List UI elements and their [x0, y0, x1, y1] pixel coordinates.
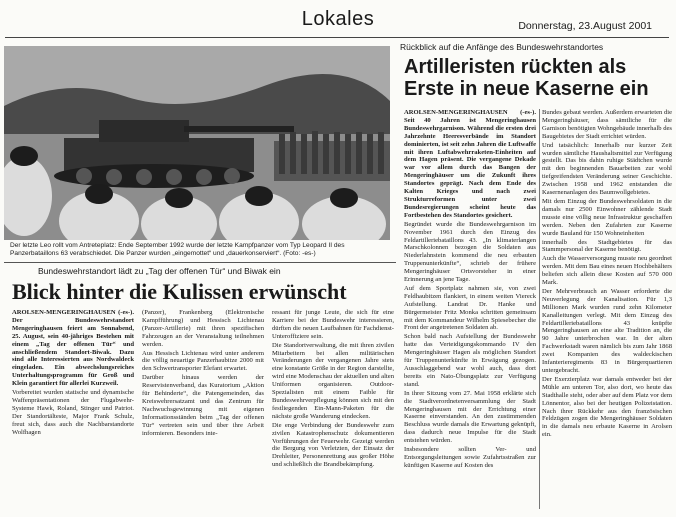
article-paragraph: Die Standortverwaltung, die mit ihren zivilen Mitarbeitern bei allen militärischen Veränderungen der vergangenen Jahre stets eine konstante Größe in der Region darstellte, wird eine Modenschau der aktuellen und alten Uniformen organisieren. Outdoor-Spezialisten mit einem Faible für Bundeswehrverpflegung können sich mit den festliegenden Ein-Mann-Paketen für die nächste große Wanderung eindecken.: [272, 341, 394, 420]
article-paragraph: Der Exerzierplatz war damals entweder bei der Mühle am unteren Tor, also dort, wo heute das Stadthalle steht, oder aber auf dem Platz vor dem Lönnentor, also bei der heutigen Polizeistation. Nach ihrer Rückkehr aus den französischen Feldzügen zogen die Mengeringhäuser Soldaten in die damals neu erbaute Kaserne in Arolsen ein.: [542, 375, 672, 439]
article-left-column-2: [142, 309, 264, 511]
article-paragraph: Und tatsächlich: Innerhalb nur kurzer Zeit wurden sämtliche Haushaltsmittel zur Verfügung gestellt. Das bis dahin ruhige Städtchen wurde mit den beginnenden Bauarbeiten zur wohl tiefgreifendsten Veränderung seiner Geschichte. Zwischen 1958 und 1962 entstanden die Kasernenanlagen des Baumwollgebietes.: [542, 141, 672, 197]
article-paragraph: ressant für junge Leute, die sich für eine Karriere bei der Bundeswehr interessieren, dürften die neuen Laufbahnen für Fachdienst-Unteroffiziere sein.: [272, 309, 394, 340]
article-right-kicker: Rückblick auf die Anfänge des Bundeswehrstandortes: [400, 42, 604, 52]
article-right-headline: [404, 56, 649, 100]
article-paragraph: Aus Hessisch Lichtenau wird unter anderem die völlig neuartige Panzerhaubitze 2000 mit den Schwertransporter Elefant erwartet.: [142, 349, 264, 373]
article-left-column-3: [272, 309, 394, 511]
article-paragraph: Schon bald nach Aufstellung der Bundeswehr hatte das Verteidigungskommando IV den Mengeringhäuser Hagen als möglichen Standort für Truppenunterkünfte in Erwägung gezogen. Ausschlaggebend war wohl auch, dass dort bereits ein Nato-Übungsplatz zur Verfügung stand.: [404, 333, 536, 388]
article-paragraph: Auf dem Sportplatz nahmen sie, von zwei Feldhaubitzen flankiert, in einem weiten Viereck Aufstellung. Landrat Dr. Hanke und Bürgermeister Fritz Monka schritten gemeinsam mit dem Kommandeur Wilhelm Spiesebecher die Front der angetretenen Soldaten ab.: [404, 284, 536, 332]
article-paragraph: Bundes gebaut werden. Außerdem erwarteten die Mengeringhäuser, dass sämtliche für die Garnison benötigten Wohngebäude innerhalb des Baugebietes der Stadt errichtet würden.: [542, 109, 672, 140]
section-title: Lokales: [301, 8, 375, 30]
article-left-column-1: [12, 309, 134, 511]
article-right-headline-line-1: Artilleristen rückten als: [404, 56, 627, 78]
column-rule: [539, 109, 540, 509]
article-paragraph: Vorbereitet wurden statische und dynamische Waffenpräsentationen der Flugabwehr-Systeme Hawk, Roland, Stinger und Patriot. Der Standortälteste, Major Frank Schulz, freut sich, dass auch die Nachbarstandorte Wolfhagen: [12, 389, 134, 436]
issue-date: Donnerstag, 23.August 2001: [518, 20, 652, 32]
article-right-column-2: [542, 109, 672, 511]
article-paragraph: Mit dem Einzug der Bundeswehrsoldaten in die damals nur 2500 Einwohner zählende Stadt musste eine völlig neue Infrastruktur geschaffen werden. Neben den Zufahrten zur Kaserne wurde Bauland für 150 Wohneinheiten: [542, 197, 672, 237]
article-paragraph: AROLSEN-MENGERINGHAUSEN (-es-). Der Bundeswehrstandort Mengeringhausen feiert am Sonnabend, 25. August, sein 40-jähriges Bestehen mit einem „Tag der offenen Tür“ und anschließendem Standort-Biwak. Dazu sind alle Interessierten aus Nordwaldeck eingeladen. Ein abwechslungsreiches Unterhaltungsprogramm für Groß und Klein garantiert für allerlei Kurzweil.: [12, 309, 134, 388]
photo-tank-illustration: [4, 46, 390, 240]
article-right-headline-line-2: Erste in neue Kaserne ein: [404, 78, 649, 100]
photo-credit: (Foto: -es-): [283, 250, 316, 257]
article-left-headline: Blick hinter die Kulissen erwünscht: [12, 279, 347, 304]
article-paragraph: (Panzer), Frankenberg (Elektronische Kampfführung) und Hessisch Lichtenau (Panzer-Artillerie) mit ihren spezifischen Fahrzeugen an der Veranstaltung teilnehmen werden.: [142, 309, 264, 348]
article-paragraph: Auch die Wasserversorgung musste neu geordnet werden. Mit dem Bau eines neuen Hochbehälters beliefen sich allein diese Kosten auf 570 000 Mark.: [542, 255, 672, 287]
photo-tank-parade: [4, 46, 390, 240]
photo-caption-text: Der letzte Leo rollt vom Antreteplatz: Ende September 1992 wurde der letzte Kampfpanzer vom Typ Leopard II des Panzerbataillons 63 verabschiedet. Die Panzer wurden „eingemottet“ und „dauerkonserviert“.: [10, 242, 345, 257]
article-paragraph: Der Mehrverbrauch an Wasser erforderte die Neuverlegung der Kanalisation. Für 1,3 Millionen Mark wurden rund zehn Kilometer Kanalleitungen verlegt. Mit dem Einzug des Feldartilleriebataillons 43 knüpfte Mengeringhausen an eine alte Tradition an, die 90 Jahre unterbrochen war. In der alten Fachwerkstadt waren nämlich bis zum Jahr 1868 zwei Kompanien des waldeckischen Infanterieregiments 83 in Bürgerquartieren untergebracht.: [542, 287, 672, 374]
article-paragraph: AROLSEN-MENGERINGHAUSEN (-es-). Seit 40 Jahren ist Mengeringhausen Bundeswehrgarnison. Während die ersten drei Jahrzehnte Heeresverbände im Standort dominierten, ist seit zehn Jahren die Luftwaffe mit ihren Luftabwehrraketen-Einheiten auf dem Hagen präsent. Die vergangene Dekade war vor allem durch das Bangen der Mengeringhäuser um die Zukunft ihres Standortes geprägt. Nach dem Ende des Kalten Krieges und nach zwei Strukturreformen unter zwei Bundesregierungen scheint heute das Fortbestehen des Standortes gesichert.: [404, 109, 536, 219]
photo-caption: [10, 242, 392, 258]
article-left-top-rule: [4, 262, 396, 263]
article-paragraph: In ihrer Sitzung vom 27. Mai 1958 erklärte sich die Stadtverordnetenversammlung der Stadt Mengeringhausen mit der Errichtung einer Kaserne einverstanden. An den zustimmenden Beschluss wurde damals die Erwartung geknüpft, dass dadurch neue Impulse für die Stadt entstehen würden.: [404, 389, 536, 445]
header-rule: [5, 37, 669, 38]
article-paragraph: Insbesondere sollten Ver- und Entsorgungsleitungen sowie Zufahrtsstraßen zur künftigen Kaserne auf Kosten des: [404, 446, 536, 469]
article-right-column-1: [404, 109, 536, 511]
article-paragraph: Begründet wurde die Bundeswehrgarnison im November 1961 durch den Einzug des Feldartilleriebataillons 43. „In klimaterlangen Marschkolonnen bezogen die Soldaten aus Niederlahnstein kommend die neu erbauten Truppenunterkünfte“, schrieb der frühere Mengeringhäuser Ortsvorsteher in einer Erinnerung an jene Tage.: [404, 220, 536, 284]
article-paragraph: Die enge Verbindung der Bundeswehr zum zivilen Katastrophenschutz dokumentieren Vorführungen der Feuerwehr. Gezeigt werden die Bergung von Verletzten, der Einsatz der Drehleiter, Personenrettung aus großer Höhe und schließlich die Brandbekämpfung.: [272, 421, 394, 469]
article-left-kicker: Bundeswehrstandort lädt zu „Tag der offenen Tür“ und Biwak ein: [38, 266, 281, 276]
article-paragraph: Darüber hinaus werden der Reservistenverband, das Kuratorium „Aktion für Behinderte“, die Patengemeinden, das Kreiswehrersatzamt und das Zentrum für Nachwuchsgewinnung mit eigenen Informationsständen beim „Tag der offenen Tür“ vertreten sein und über ihre Arbeit informieren. Besonders inte-: [142, 374, 264, 437]
article-paragraph: innerhalb des Stadtgebietes für das Stammpersonal der Kaserne benötigt.: [542, 238, 672, 254]
